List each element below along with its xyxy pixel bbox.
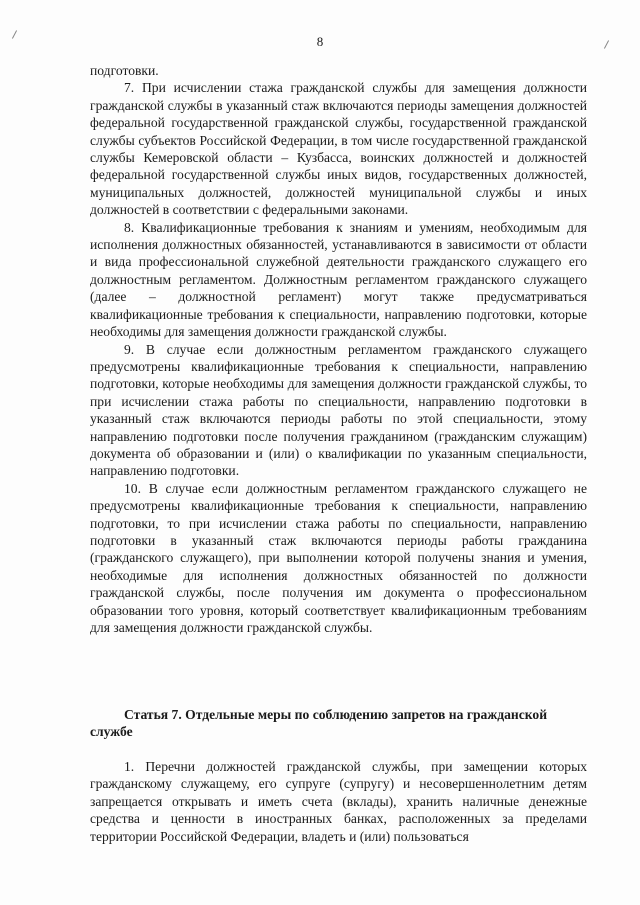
body-text bbox=[90, 62, 587, 636]
paragraph-9: 9. В случае если должностным регламентом гражданского служащего предусмотрены квалификационные требования к специальности, направлению подготовки, которые необходимы для замещения должности гражданской службы, то при исчислении стажа работы по специальности, направлению подготовки в указанный стаж включаются периоды работы по этой специальности, этому направлению подготовки после получения гражданином (гражданским служащим) документа об образовании и (или) о квалификации по указанным специальности, направлению подготовки. bbox=[90, 341, 587, 479]
paragraph-7: 7. При исчислении стажа гражданской службы для замещения должности гражданской службы в указанный стаж включаются периоды замещения должностей федеральной государственной гражданской службы, государственной гражданской службы субъектов Российской Федерации, в том числе государственной гражданской службы Кемеровской области – Кузбасса, воинских должностей и должностей федеральной государственной службы иных видов, государственных должностей, муниципальных должностей, должностей муниципальной службы и иных должностей в соответствии с федеральными законами. bbox=[90, 80, 587, 218]
article-body bbox=[90, 758, 587, 845]
paragraph-continuation: подготовки. bbox=[90, 63, 159, 78]
paragraph-10: 10. В случае если должностным регламентом гражданского служащего не предусмотрены квалификационные требования к специальности, направлению подготовки, то при исчислении стажа работы по специальности, направлению подготовки в указанный стаж включаются периоды работы гражданина (гражданского служащего), при выполнении которой получены знания и умения, необходимые для исполнения должностных обязанностей по должности гражданской службы, после получения им документа о профессиональном образовании того уровня, который соответствует квалификационным требованиям для замещения должности гражданской службы. bbox=[90, 480, 587, 635]
article-paragraph-1: 1. Перечни должностей гражданской службы, при замещении которых гражданскому служащему, его супруге (супругу) и несовершеннолетним детям запрещается открывать и иметь счета (вклады), хранить наличные денежные средства и ценности в иностранных банках, расположенных за пределами территории Российской Федерации, владеть и (или) пользоваться bbox=[90, 759, 587, 844]
paragraph-8: 8. Квалификационные требования к знаниям и умениям, необходимым для исполнения должностных обязанностей, устанавливаются в зависимости от области и вида профессиональной служебной деятельности гражданского служащего его должностным регламентом. Должностным регламентом гражданского служащего (далее – должностной регламент) могут также предусматриваться квалификационные требования к специальности, направлению подготовки, которые необходимы для замещения должности гражданской службы. bbox=[90, 219, 587, 340]
article-heading: Статья 7. Отдельные меры по соблюдению запретов на гражданской службе bbox=[90, 707, 548, 740]
page-number: 8 bbox=[316, 34, 324, 49]
